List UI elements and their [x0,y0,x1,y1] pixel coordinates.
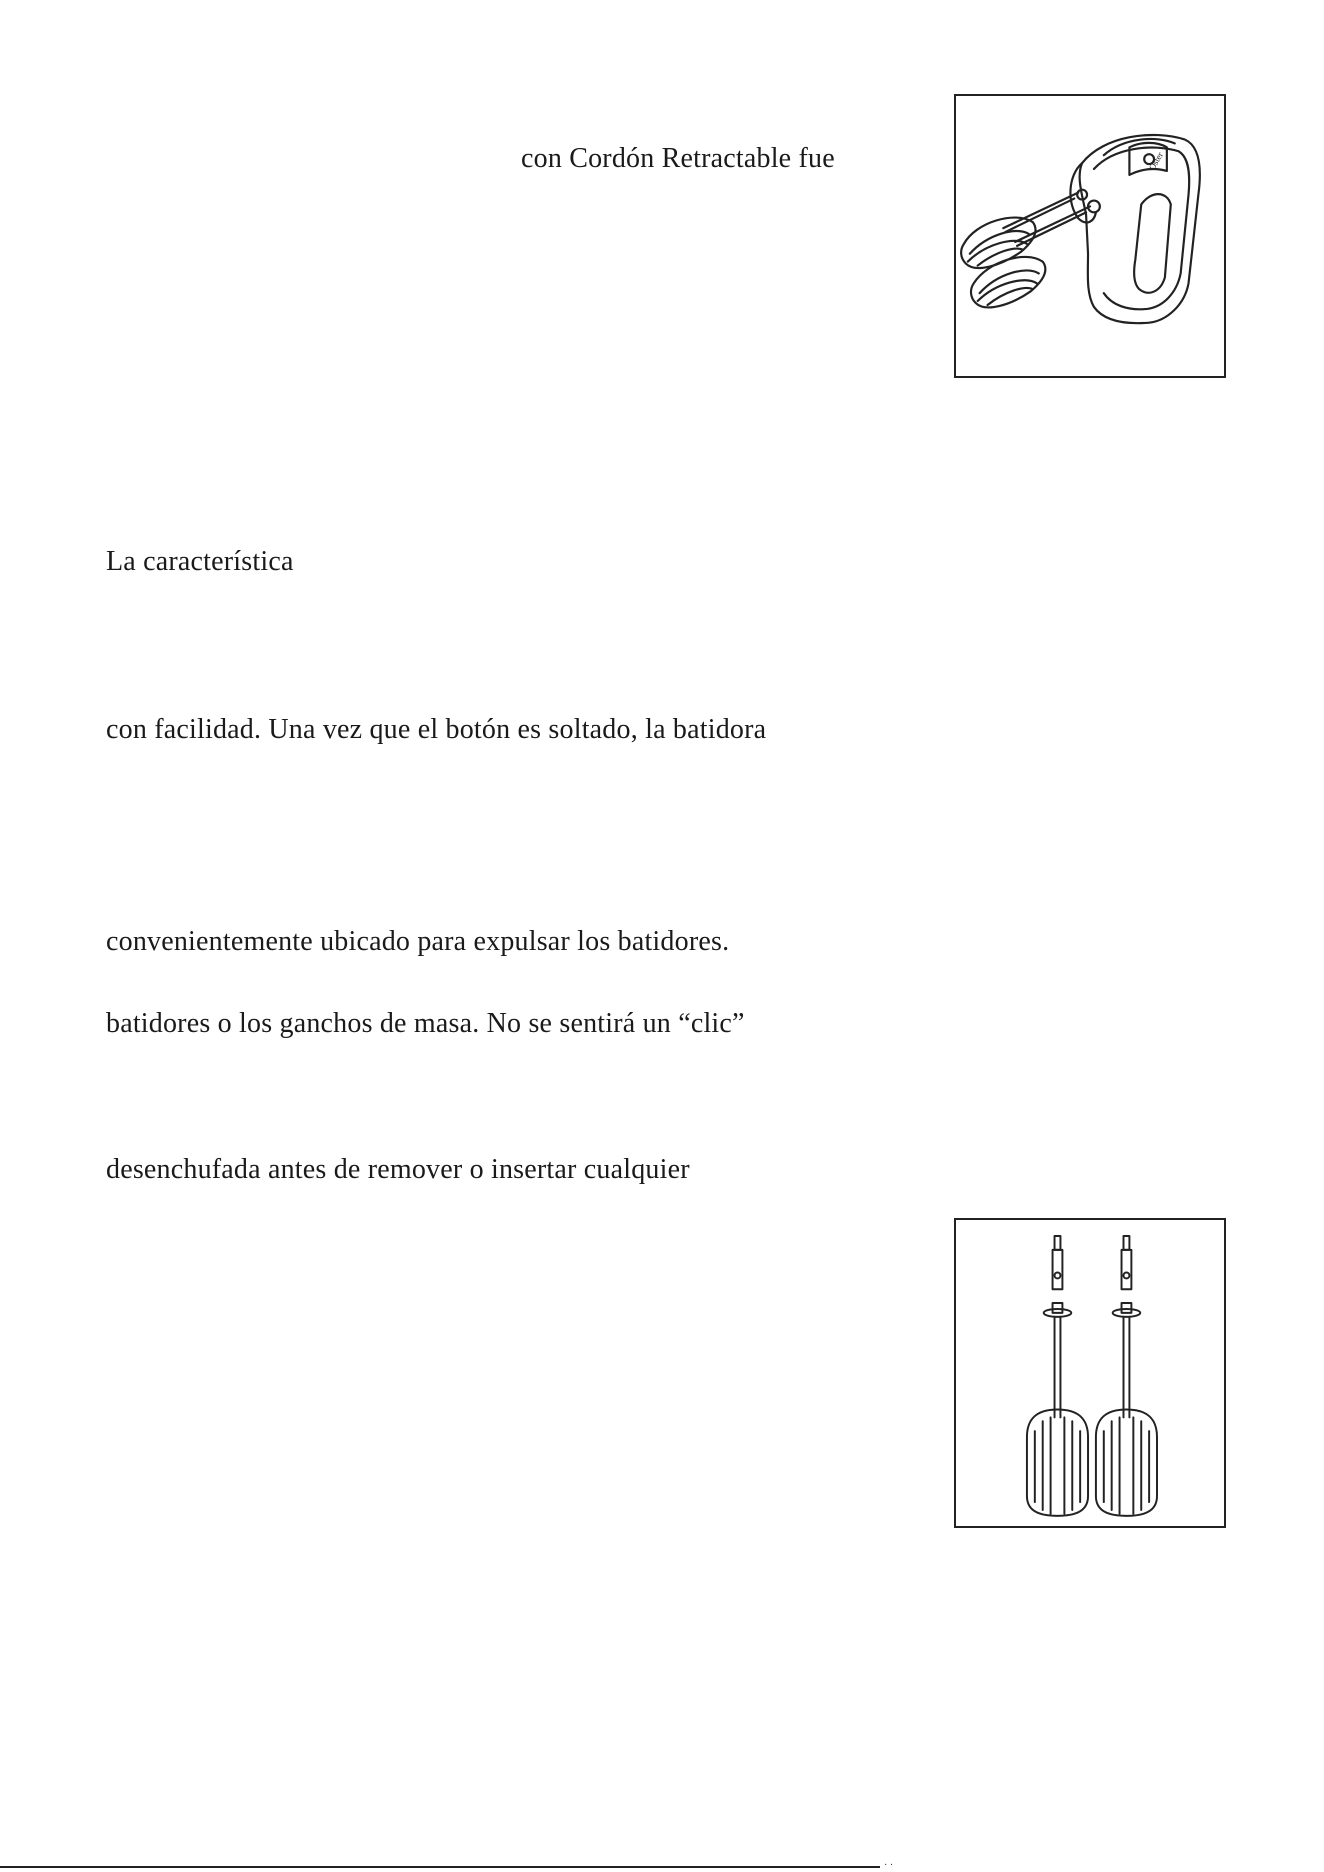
bottom-marks: · · [884,1860,894,1871]
bottom-rule [0,1866,880,1868]
text-line-1: con Cordón Retractable fue [521,143,835,174]
mixer-brand-mark: Oster [1146,150,1166,172]
figure-beaters [954,1218,1226,1528]
beaters-icon [956,1220,1224,1526]
figure-mixer [954,94,1226,378]
hand-mixer-icon [956,96,1224,376]
text-line-2: La característica [106,546,294,577]
text-line-4: convenientemente ubicado para expulsar los batidores. [106,926,730,957]
text-line-5: batidores o los ganchos de masa. No se sentirá un “clic” [106,1008,745,1039]
text-line-6: desenchufada antes de remover o insertar cualquier [106,1154,690,1185]
text-line-3: con facilidad. Una vez que el botón es soltado, la batidora [106,714,767,745]
